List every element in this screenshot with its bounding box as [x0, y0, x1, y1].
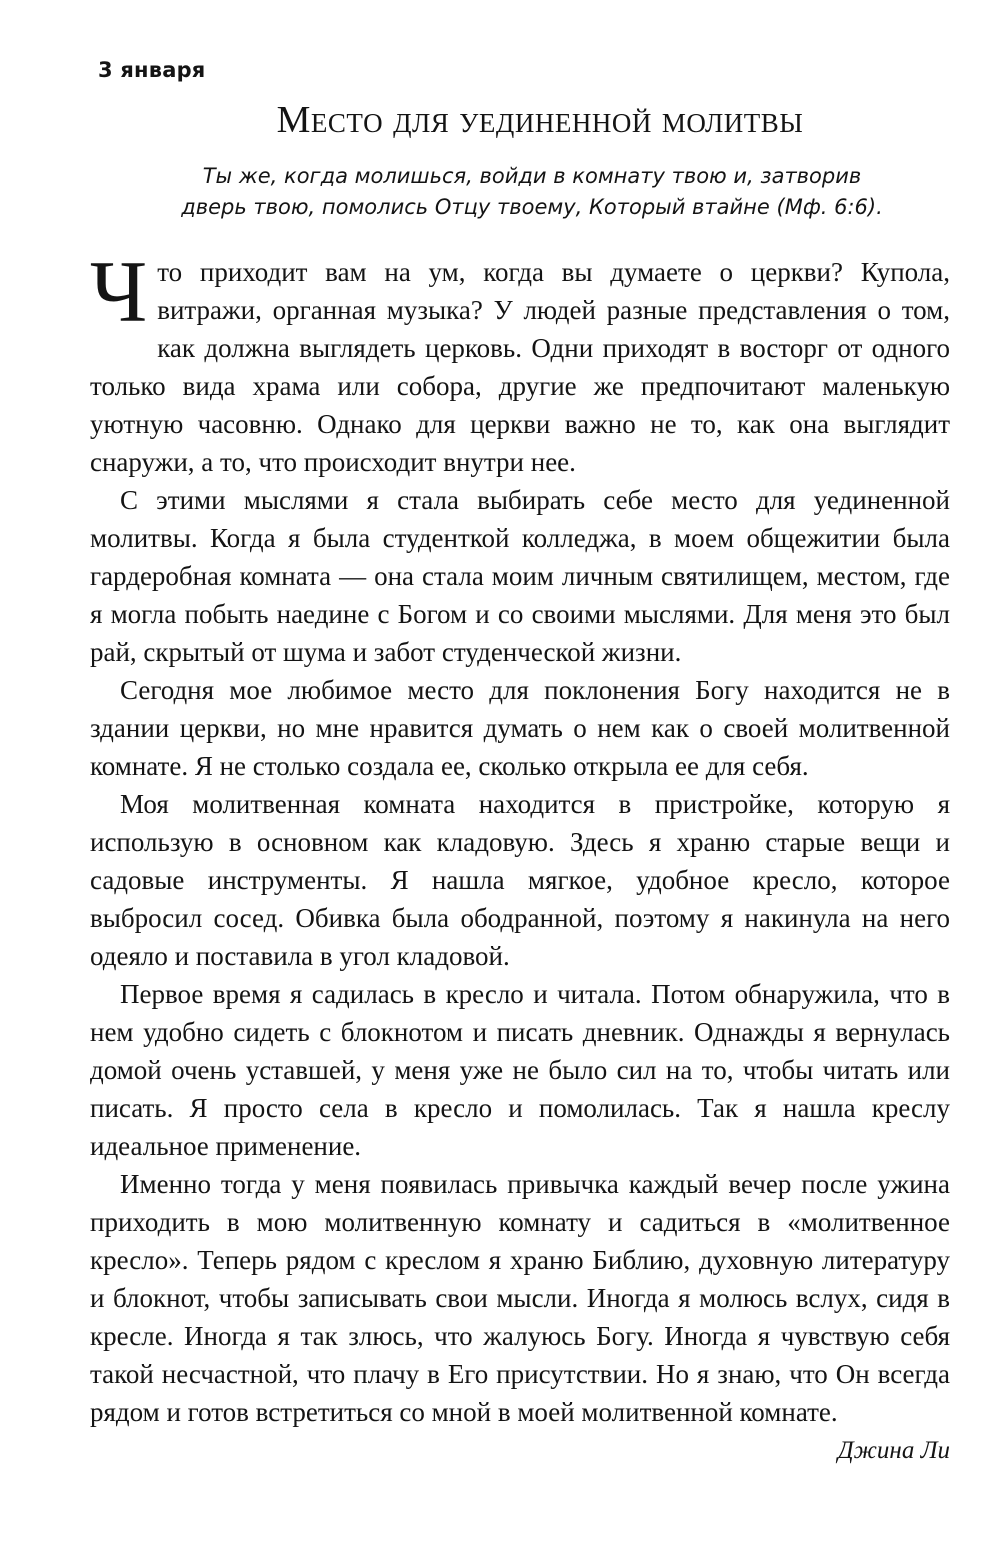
paragraph-2: С этими мыслями я стала выбирать себе место для уединенной молитвы. Когда я была студенткой колледжа, в моем общежитии была гардеробная комната — она стала моим личным святилищем, местом, где я могла побыть наедине с Богом и со своими мыслями. Для меня это был рай, скрытый от шума и забот студенческой жизни. — [90, 485, 950, 667]
paragraph-3: Сегодня мое любимое место для поклонения Богу находится не в здании церкви, но мне нравится думать о нем как о своей молитвенной комнате. Я не столько создала ее, сколько открыла ее для себя. — [90, 675, 950, 781]
paragraph-1 — [90, 244, 950, 481]
paragraph-1-text: то приходит вам на ум, когда вы думаете о церкви? Купола, витражи, органная музыка? У людей разные представления о том, как должна выглядеть церковь. Одни приходят в восторг от одного только вида храма или собора, другие же предпочитают маленькую уютную часовню. Однако для церкви важно не то, как она выглядит снаружи, а то, что происходит внутри нее. — [90, 257, 950, 477]
devotional-page — [90, 55, 950, 1469]
author-signature: Джина Ли — [837, 1437, 950, 1464]
drop-cap: Ч — [90, 244, 148, 341]
page-date: 3 января — [98, 58, 206, 82]
article-body — [90, 244, 950, 1431]
paragraph-4: Моя молитвенная комната находится в пристройке, которую я использую в основном как кладовую. Здесь я храню старые вещи и садовые инструменты. Я нашла мягкое, удобное кресло, которое выбросил сосед. Обивка была ободранной, поэтому я накинула на него одеяло и поставила в угол кладовой. — [90, 789, 950, 971]
epigraph-quote: Ты же, когда молишься, войди в комнату твою и, затворив дверь твою, помолись Отцу твоему, Который втайне (Мф. 6:6). — [181, 164, 883, 219]
paragraph-6: Именно тогда у меня появилась привычка каждый вечер после ужина приходить в мою молитвенную комнату и садиться в «молитвенное кресло». Теперь рядом с креслом я храню Библию, духовную литературу и блокнот, чтобы записывать свои мысли. Иногда я молюсь вслух, сидя в кресле. Иногда я так злюсь, что жалуюсь Богу. Иногда я чувствую себя такой несчастной, что плачу в Его присутствии. Но я знаю, что Он всегда рядом и готов встретиться со мной в моей молитвенной комнате. — [90, 1169, 950, 1427]
page-title: Место для уединенной молитвы — [276, 99, 804, 141]
paragraph-5: Первое время я садилась в кресло и читала. Потом обнаружила, что в нем удобно сидеть с блокнотом и писать дневник. Однажды я вернулась домой очень уставшей, у меня уже не было сил на то, чтобы читать или писать. Я просто села в кресло и помолилась. Так я нашла креслу идеальное применение. — [90, 979, 950, 1161]
